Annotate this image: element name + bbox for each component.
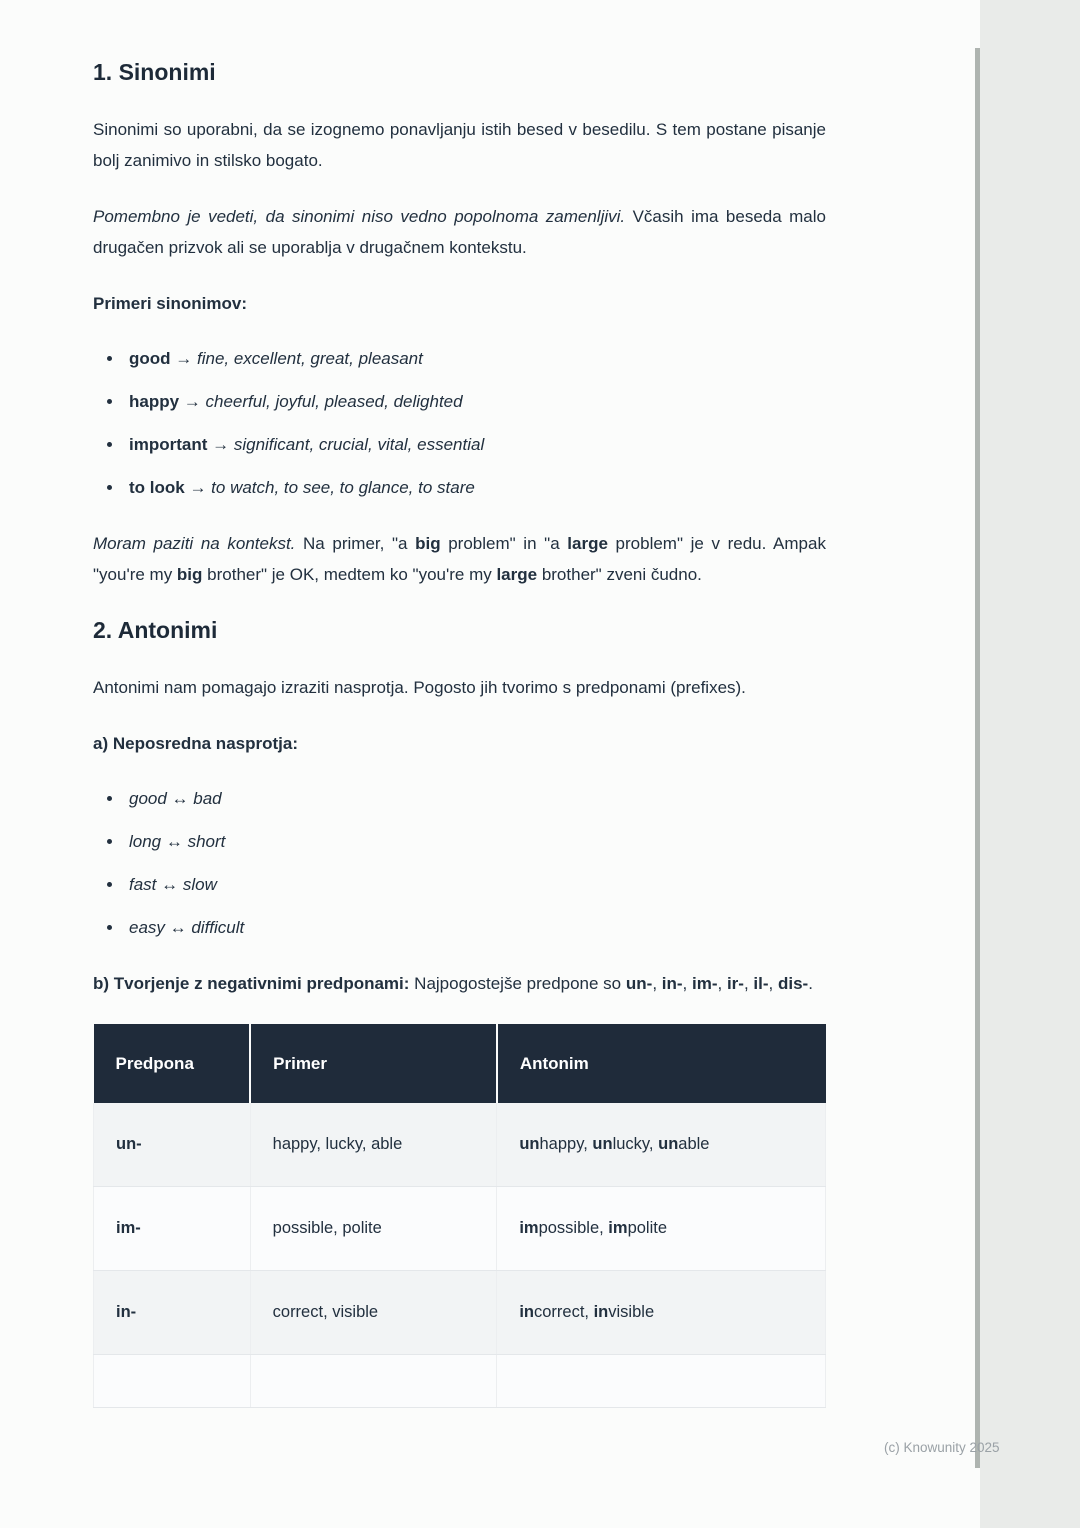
table-cell-antonim <box>497 1355 826 1408</box>
table-cell-prefix: im- <box>94 1187 251 1271</box>
table-header-row <box>94 1024 826 1103</box>
table-header-primer: Primer <box>250 1024 497 1103</box>
table-cell-primer <box>250 1355 497 1408</box>
section-heading-antonimi: 2. Antonimi <box>93 617 218 643</box>
synonym-examples-list <box>93 343 826 503</box>
document-content <box>93 57 826 1408</box>
table-header-predpona: Predpona <box>94 1024 251 1103</box>
right-gutter <box>980 0 1080 1528</box>
table-cell-antonim: incorrect, invisible <box>497 1271 826 1355</box>
list-item: • long ↔ short <box>124 826 826 857</box>
table-cell-prefix: in- <box>94 1271 251 1355</box>
direct-opposites-label: a) Neposredna nasprotja: <box>93 734 298 753</box>
prefix-table <box>93 1024 826 1408</box>
section-heading-sinonimi: 1. Sinonimi <box>93 59 216 85</box>
list-item: • to look → to watch, to see, to glance, to stare <box>124 472 826 503</box>
table-row <box>94 1271 826 1355</box>
paragraph-context-warning: Moram paziti na kontekst. Na primer, "a big problem" in "a large problem" je v redu. Ampak "you're my big brother" je OK, medtem ko "you're my large brother" zveni čudno. <box>93 534 826 584</box>
list-item: • important → significant, crucial, vital, essential <box>124 429 826 460</box>
list-item: • easy ↔ difficult <box>124 912 826 943</box>
scrollbar-thumb[interactable] <box>975 48 980 1468</box>
list-item: • happy → cheerful, joyful, pleased, delighted <box>124 386 826 417</box>
opposites-list <box>93 783 826 943</box>
table-cell-primer: happy, lucky, able <box>250 1103 497 1187</box>
paragraph-antonyms-intro: Antonimi nam pomagajo izraziti nasprotja. Pogosto jih tvorimo s predponami (prefixes). <box>93 678 746 697</box>
watermark: (c) Knowunity 2025 <box>884 1440 1000 1455</box>
paragraph-negative-prefixes: b) Tvorjenje z negativnimi predponami: Najpogostejše predpone so un-, in-, im-, ir-, il-, dis-. <box>93 974 813 993</box>
table-row <box>94 1103 826 1187</box>
list-item: • fast ↔ slow <box>124 869 826 900</box>
table-row <box>94 1187 826 1271</box>
table-cell-prefix <box>94 1355 251 1408</box>
list-item: • good → fine, excellent, great, pleasant <box>124 343 826 374</box>
table-cell-primer: correct, visible <box>250 1271 497 1355</box>
table-cell-prefix: un- <box>94 1103 251 1187</box>
paragraph-synonyms-note: Pomembno je vedeti, da sinonimi niso vedno popolnoma zamenljivi. Včasih ima beseda malo drugačen prizvok ali se uporablja v drugačnem kontekstu. <box>93 207 826 257</box>
table-row-partial <box>94 1355 826 1408</box>
table-header-antonim: Antonim <box>497 1024 826 1103</box>
table-cell-primer: possible, polite <box>250 1187 497 1271</box>
table-cell-antonim: impossible, impolite <box>497 1187 826 1271</box>
list-item: • good ↔ bad <box>124 783 826 814</box>
paragraph-synonyms-intro: Sinonimi so uporabni, da se izognemo ponavljanju istih besed v besedilu. S tem postane pisanje bolj zanimivo in stilsko bogato. <box>93 120 826 170</box>
table-cell-antonim: unhappy, unlucky, unable <box>497 1103 826 1187</box>
synonym-examples-label: Primeri sinonimov: <box>93 294 247 313</box>
